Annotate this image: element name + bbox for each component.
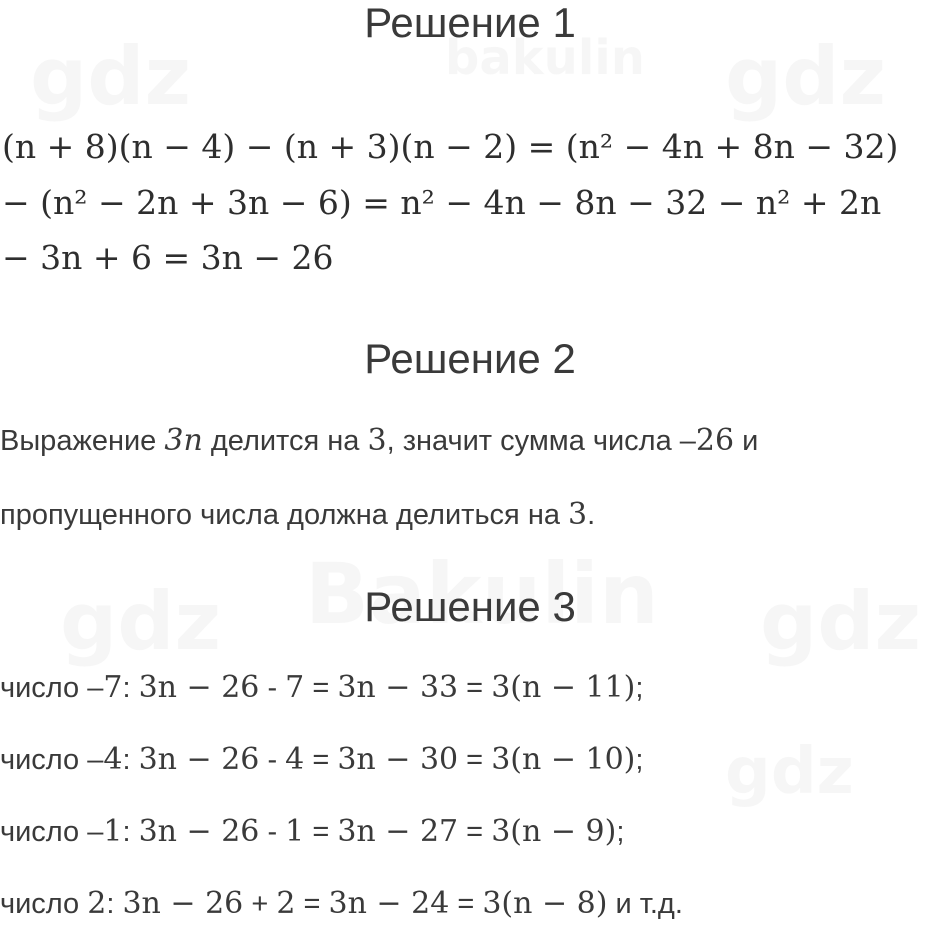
solution-2-line-2 bbox=[0, 497, 596, 532]
label: число – bbox=[0, 672, 104, 704]
text: делится на bbox=[202, 425, 368, 457]
text: - bbox=[259, 744, 286, 776]
math: 3 bbox=[568, 497, 588, 532]
math: 3(n − 10) bbox=[491, 742, 636, 777]
text: + bbox=[243, 888, 277, 920]
solution-1-line-1: (n + 8)(n − 4) − (n + 3)(n − 2) = (n² − 4n + 8n − 32) bbox=[2, 127, 899, 166]
watermark-gdz bbox=[725, 735, 854, 809]
math: 1 bbox=[103, 814, 123, 849]
math: 3n − 26 bbox=[138, 742, 260, 777]
solution-2-title: Решение 2 bbox=[364, 335, 576, 382]
text: : bbox=[122, 672, 139, 704]
text: и т.д. bbox=[607, 888, 683, 920]
text: ; bbox=[635, 744, 644, 776]
text: = bbox=[449, 888, 483, 920]
math: 3n − 26 bbox=[138, 670, 260, 705]
math: 3n − 30 bbox=[337, 742, 459, 777]
text: = bbox=[458, 816, 492, 848]
text: . bbox=[587, 499, 596, 531]
text: , значит сумма числа – bbox=[386, 425, 696, 457]
text: = bbox=[304, 816, 338, 848]
math: 7 bbox=[285, 670, 305, 705]
math: 3n − 33 bbox=[337, 670, 459, 705]
math: 7 bbox=[103, 670, 123, 705]
solution-3-row-2 bbox=[0, 742, 644, 777]
math: 3n − 26 bbox=[138, 814, 260, 849]
solution-1-line-3: − 3n + 6 = 3n − 26 bbox=[2, 238, 334, 277]
math: 3n − 24 bbox=[328, 886, 450, 921]
text: : bbox=[122, 744, 139, 776]
math: 2 bbox=[276, 886, 296, 921]
text: = bbox=[304, 672, 338, 704]
math: 3(n − 9) bbox=[491, 814, 617, 849]
math: 3n bbox=[164, 423, 203, 458]
text: пропущенного числа должна делиться на bbox=[0, 499, 569, 531]
math: 4 bbox=[103, 742, 123, 777]
math: 26 bbox=[695, 423, 735, 458]
text: = bbox=[458, 672, 492, 704]
math: 1 bbox=[285, 814, 305, 849]
text: = bbox=[458, 744, 492, 776]
solution-2-line-1 bbox=[0, 423, 759, 458]
math: 3 bbox=[367, 423, 387, 458]
solution-1-line-2: − (n² − 2n + 3n − 6) = n² − 4n − 8n − 32 − n² + 2n bbox=[2, 183, 882, 222]
solution-3-title: Решение 3 bbox=[364, 583, 576, 630]
text: : bbox=[122, 816, 139, 848]
math: 3n − 26 bbox=[122, 886, 244, 921]
math: 3(n − 8) bbox=[482, 886, 608, 921]
text: ; bbox=[616, 816, 625, 848]
label: число bbox=[0, 888, 88, 920]
text: = bbox=[304, 744, 338, 776]
text: Выражение bbox=[0, 425, 165, 457]
label: число – bbox=[0, 744, 104, 776]
text: = bbox=[295, 888, 329, 920]
math: 2 bbox=[87, 886, 107, 921]
label: число – bbox=[0, 816, 104, 848]
text: ; bbox=[635, 672, 644, 704]
solution-3-row-4 bbox=[0, 886, 683, 921]
math: 3(n − 11) bbox=[491, 670, 636, 705]
solution-3-row-3 bbox=[0, 814, 625, 849]
math: 4 bbox=[285, 742, 305, 777]
solution-1-title: Решение 1 bbox=[364, 0, 576, 46]
text: - bbox=[259, 816, 286, 848]
solution-3-row-1 bbox=[0, 670, 644, 705]
text: - bbox=[259, 672, 286, 704]
text: : bbox=[106, 888, 123, 920]
math: 3n − 27 bbox=[337, 814, 459, 849]
text: и bbox=[734, 425, 759, 457]
